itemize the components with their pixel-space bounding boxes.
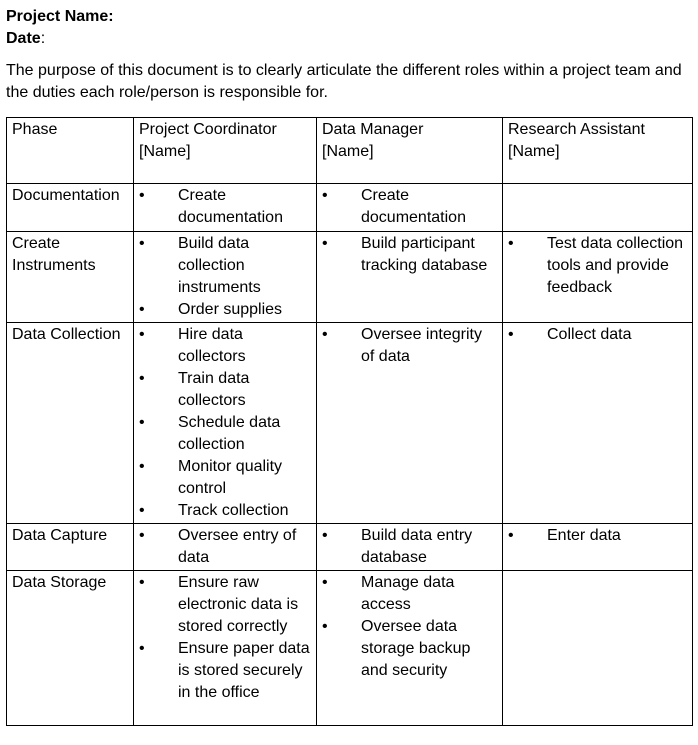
- duty-item: • Monitor quality control: [139, 456, 311, 500]
- data-manager-cell: [317, 323, 503, 524]
- date-colon: :: [40, 30, 46, 47]
- duty-item: • Collect data: [508, 324, 687, 346]
- research-assistant-cell: [503, 232, 693, 323]
- project-coordinator-cell: [134, 232, 317, 323]
- duty-item: • Order supplies: [139, 299, 311, 321]
- phase-cell: Create Instruments: [7, 232, 134, 323]
- duty-item: • Ensure raw electronic data is stored correctly: [139, 572, 311, 638]
- duty-item: • Enter data: [508, 525, 687, 547]
- data-manager-cell: [317, 524, 503, 571]
- research-assistant-cell: [503, 184, 693, 232]
- header-project-coordinator: [134, 118, 317, 184]
- table-row: [7, 232, 693, 323]
- duty-item: • Oversee integrity of data: [322, 324, 497, 368]
- research-assistant-cell: [503, 571, 693, 726]
- table-header-row: [7, 118, 693, 184]
- header-data-manager: [317, 118, 503, 184]
- roles-table: [6, 117, 693, 726]
- duty-item: • Create documentation: [322, 185, 497, 229]
- header-name-placeholder: [Name]: [322, 143, 374, 160]
- table-row: [7, 524, 693, 571]
- project-name-line: [6, 6, 686, 28]
- header-title: Project Coordinator: [139, 121, 277, 138]
- duty-item: • Schedule data collection: [139, 412, 311, 456]
- table-row: [7, 323, 693, 524]
- header-research-assistant: [503, 118, 693, 184]
- duty-item: • Build data entry database: [322, 525, 497, 569]
- header-name-placeholder: [Name]: [139, 143, 191, 160]
- duty-item: • Oversee data storage backup and security: [322, 616, 497, 682]
- phase-cell: Data Storage: [7, 571, 134, 726]
- header-phase: [7, 118, 134, 184]
- phase-cell: Data Capture: [7, 524, 134, 571]
- project-coordinator-cell: [134, 323, 317, 524]
- header-name-placeholder: [Name]: [508, 143, 560, 160]
- duty-item: • Hire data collectors: [139, 324, 311, 368]
- data-manager-cell: [317, 184, 503, 232]
- duty-item: • Train data collectors: [139, 368, 311, 412]
- research-assistant-cell: [503, 323, 693, 524]
- duty-item: • Manage data access: [322, 572, 497, 616]
- duty-item: • Test data collection tools and provide feedback: [508, 233, 687, 299]
- data-manager-cell: [317, 571, 503, 726]
- project-coordinator-cell: [134, 184, 317, 232]
- research-assistant-cell: [503, 524, 693, 571]
- phase-cell: Documentation: [7, 184, 134, 232]
- duty-item: • Track collection: [139, 500, 311, 522]
- date-line: [6, 28, 686, 50]
- purpose-statement: The purpose of this document is to clearly articulate the different roles within a project team and the duties each role/person is responsible for.: [6, 62, 682, 101]
- duty-item: • Ensure paper data is stored securely in the office: [139, 638, 311, 704]
- project-coordinator-cell: [134, 524, 317, 571]
- header-title: Research Assistant: [508, 121, 645, 138]
- table-row: [7, 184, 693, 232]
- document-header: [6, 6, 686, 50]
- date-label: Date: [6, 30, 41, 47]
- duty-item: • Oversee entry of data: [139, 525, 311, 569]
- table-row: [7, 571, 693, 726]
- header-title: Phase: [12, 121, 58, 138]
- project-name-label: Project Name:: [6, 8, 114, 25]
- duty-item: • Build participant tracking database: [322, 233, 497, 277]
- duty-item: • Create documentation: [139, 185, 311, 229]
- header-title: Data Manager: [322, 121, 424, 138]
- project-coordinator-cell: [134, 571, 317, 726]
- duty-item: • Build data collection instruments: [139, 233, 311, 299]
- data-manager-cell: [317, 232, 503, 323]
- phase-cell: Data Collection: [7, 323, 134, 524]
